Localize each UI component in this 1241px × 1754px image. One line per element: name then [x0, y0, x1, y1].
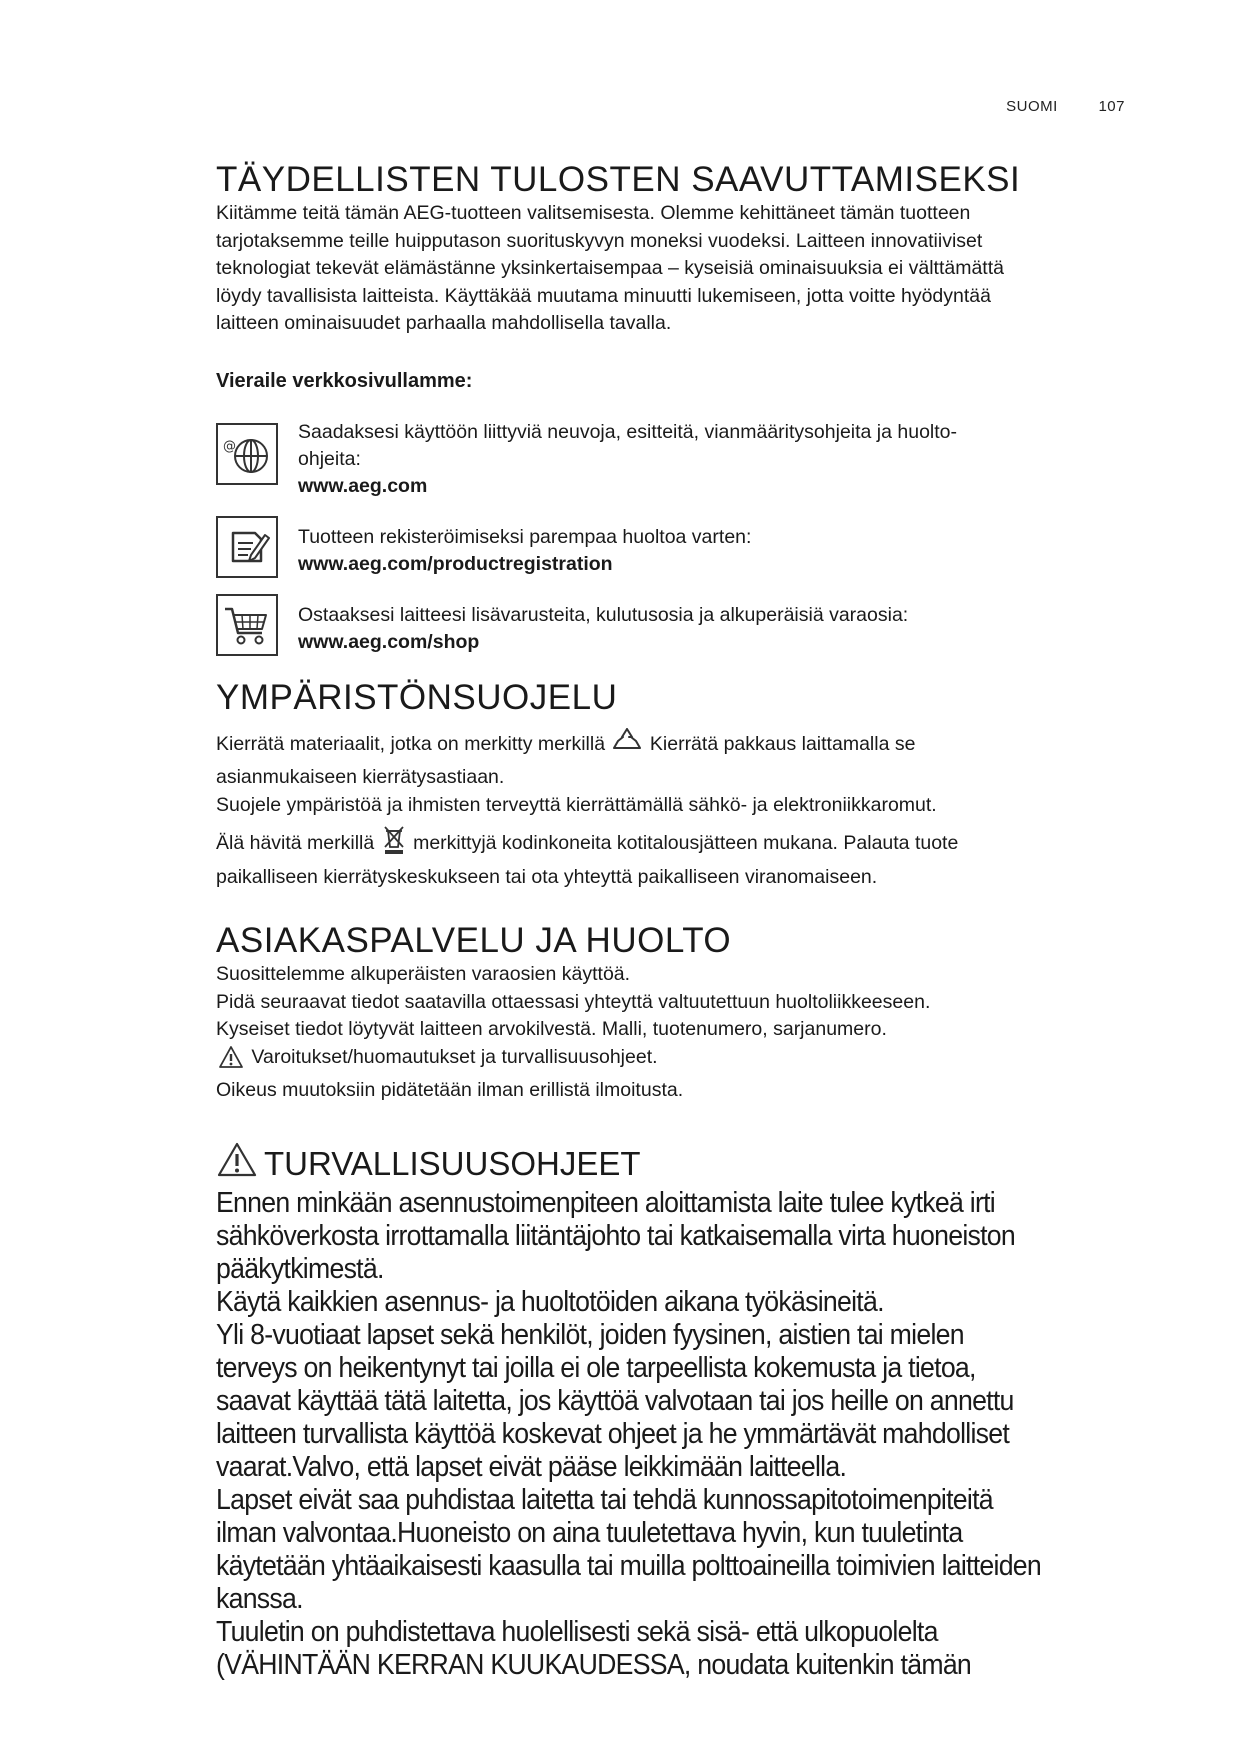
- intro-line: teknologiat tekevät elämästänne yksinkertaisempaa – kyseisiä ominaisuuksia ei välttämättä: [216, 257, 1004, 279]
- safety-line: terveys on heikentynyt tai joilla ei ole tarpeellista kokemusta ja tietoa,: [216, 1351, 976, 1384]
- safety-line: Käytä kaikkien asennus- ja huoltotöiden aikana työkäsineitä.: [216, 1285, 884, 1318]
- svg-text:@: @: [223, 438, 236, 454]
- visit-label: Vieraile verkkosivullamme:: [216, 369, 473, 392]
- safety-line: Tuuletin on puhdistettava huolellisesti sekä sisä- että ulkopuolelta: [216, 1615, 938, 1648]
- shopping-cart-icon: [216, 594, 278, 656]
- service-paragraph: [216, 961, 1136, 1105]
- intro-line: tarjotaksemme teille huipputason suorituskyvyn moneksi vuodeksi. Laitteen innovatiiviset: [216, 229, 983, 252]
- environment-line: paikalliseen kierrätyskeskukseen tai ota yhteyttä paikalliseen viranomaiseen.: [216, 865, 878, 888]
- safety-title-row: [216, 1141, 1136, 1187]
- page-content: [216, 160, 1136, 1682]
- environment-title: YMPÄRISTÖNSUOJELU: [216, 677, 618, 717]
- safety-line: sähköverkosta irrottamalla liitäntäjohto tai katkaisemalla virta huoneiston: [216, 1219, 1015, 1252]
- weee-text-after: merkittyjä kodinkoneita kotitalousjätteen mukana. Palauta tuote: [413, 832, 959, 854]
- safety-paragraph: [216, 1187, 1136, 1682]
- page-number: 107: [1098, 98, 1125, 115]
- web-globe-icon: [216, 423, 278, 485]
- service-line: Pidä seuraavat tiedot saatavilla ottaessasi yhteyttä valtuutettuun huoltoliikkeeseen.: [216, 990, 931, 1013]
- service-line: Suosittelemme alkuperäisten varaosien käyttöä.: [216, 963, 631, 985]
- link-description: Saadaksesi käyttöön liittyviä neuvoja, esitteitä, vianmääritysohjeita ja huolto-: [298, 420, 958, 443]
- intro-line: Kiitämme teitä tämän AEG-tuotteen valitsemisesta. Olemme kehittäneet tämän tuotteen: [216, 202, 971, 224]
- service-line: Kyseiset tiedot löytyvät laitteen arvokilvestä. Malli, tuotenumero, sarjanumero.: [216, 1018, 887, 1040]
- link-description: Ostaaksesi laitteesi lisävarusteita, kulutusosia ja alkuperäisiä varaosia:: [298, 603, 909, 626]
- service-line: [216, 1044, 1136, 1078]
- recycle-text-after: Kierrätä pakkaus laittamalla se: [649, 732, 916, 755]
- crossed-bin-icon: [382, 825, 406, 864]
- link-description: Tuotteen rekisteröimiseksi parempaa huoltoa varten:: [298, 525, 752, 548]
- safety-line: käytetään yhtäaikaisesti kaasulla tai muilla polttoaineilla toimivien laitteiden: [216, 1549, 1042, 1582]
- safety-line: Ennen minkään asennustoimenpiteen aloittamista laite tulee kytkeä irti: [216, 1186, 996, 1219]
- link-url-registration[interactable]: www.aeg.com/productregistration: [298, 552, 613, 575]
- recycle-text-before: Kierrätä materiaalit, jotka on merkitty merkillä: [216, 732, 606, 755]
- environment-line: [216, 825, 1136, 864]
- environment-line: Suojele ympäristöä ja ihmisten terveyttä kierrättämällä sähkö- ja elektroniikkaromut.: [216, 793, 937, 816]
- weee-text-before: Älä hävitä merkillä: [216, 832, 375, 854]
- safety-line: vaarat.Valvo, että lapset eivät pääse leikkimään laitteella.: [216, 1450, 847, 1483]
- link-row-support: [216, 419, 1136, 500]
- link-url-aeg[interactable]: www.aeg.com: [298, 474, 428, 497]
- language-label: SUOMI: [1006, 98, 1058, 115]
- warning-icon: [216, 1141, 258, 1187]
- safety-line: Yli 8-vuotiaat lapset sekä henkilöt, joiden fyysinen, aistien tai mielen: [216, 1318, 964, 1351]
- intro-paragraph: [216, 200, 1136, 338]
- environment-paragraph: [216, 726, 1136, 892]
- safety-line: ilman valvontaa.Huoneisto on aina tuuletettava hyvin, kun tuuletinta: [216, 1516, 963, 1549]
- page-header: [1006, 98, 1125, 115]
- safety-line: (VÄHINTÄÄN KERRAN KUUKAUDESSA, noudata kuitenkin tämän: [216, 1648, 972, 1681]
- link-row-registration: [216, 512, 1136, 578]
- safety-line: pääkytkimestä.: [216, 1252, 384, 1285]
- recycle-icon: [612, 726, 642, 765]
- intro-line: löydy tavallisista laitteista. Käyttäkää muutama minuutti lukemiseen, jotta voitte hyödyntää: [216, 284, 991, 307]
- safety-line: kanssa.: [216, 1582, 303, 1615]
- service-line: Oikeus muutoksiin pidätetään ilman erillistä ilmoitusta.: [216, 1079, 684, 1101]
- safety-line: laitteen turvallista käyttöä koskevat ohjeet ja he ymmärtävät mahdolliset: [216, 1417, 1010, 1450]
- registration-form-icon: [216, 516, 278, 578]
- environment-line: asianmukaiseen kierrätysastiaan.: [216, 766, 505, 788]
- link-description: ohjeita:: [298, 447, 361, 470]
- link-row-shop: [216, 590, 1136, 656]
- safety-line: Lapset eivät saa puhdistaa laitetta tai tehdä kunnossapitotoimenpiteitä: [216, 1483, 993, 1516]
- warning-line-text: Varoitukset/huomautukset ja turvallisuusohjeet.: [251, 1045, 658, 1068]
- intro-line: laitteen ominaisuudet parhaalla mahdollisella tavalla.: [216, 312, 672, 334]
- safety-title: TURVALLISUUSOHJEET: [264, 1144, 641, 1182]
- warning-icon: [218, 1045, 244, 1078]
- environment-line: [216, 726, 1136, 765]
- service-title: ASIAKASPALVELU JA HUOLTO: [216, 921, 732, 960]
- intro-title: TÄYDELLISTEN TULOSTEN SAAVUTTAMISEKSI: [216, 160, 1021, 199]
- link-url-shop[interactable]: www.aeg.com/shop: [298, 630, 480, 653]
- safety-line: saavat käyttää tätä laitetta, jos käyttöä valvotaan tai jos heille on annettu: [216, 1384, 1014, 1417]
